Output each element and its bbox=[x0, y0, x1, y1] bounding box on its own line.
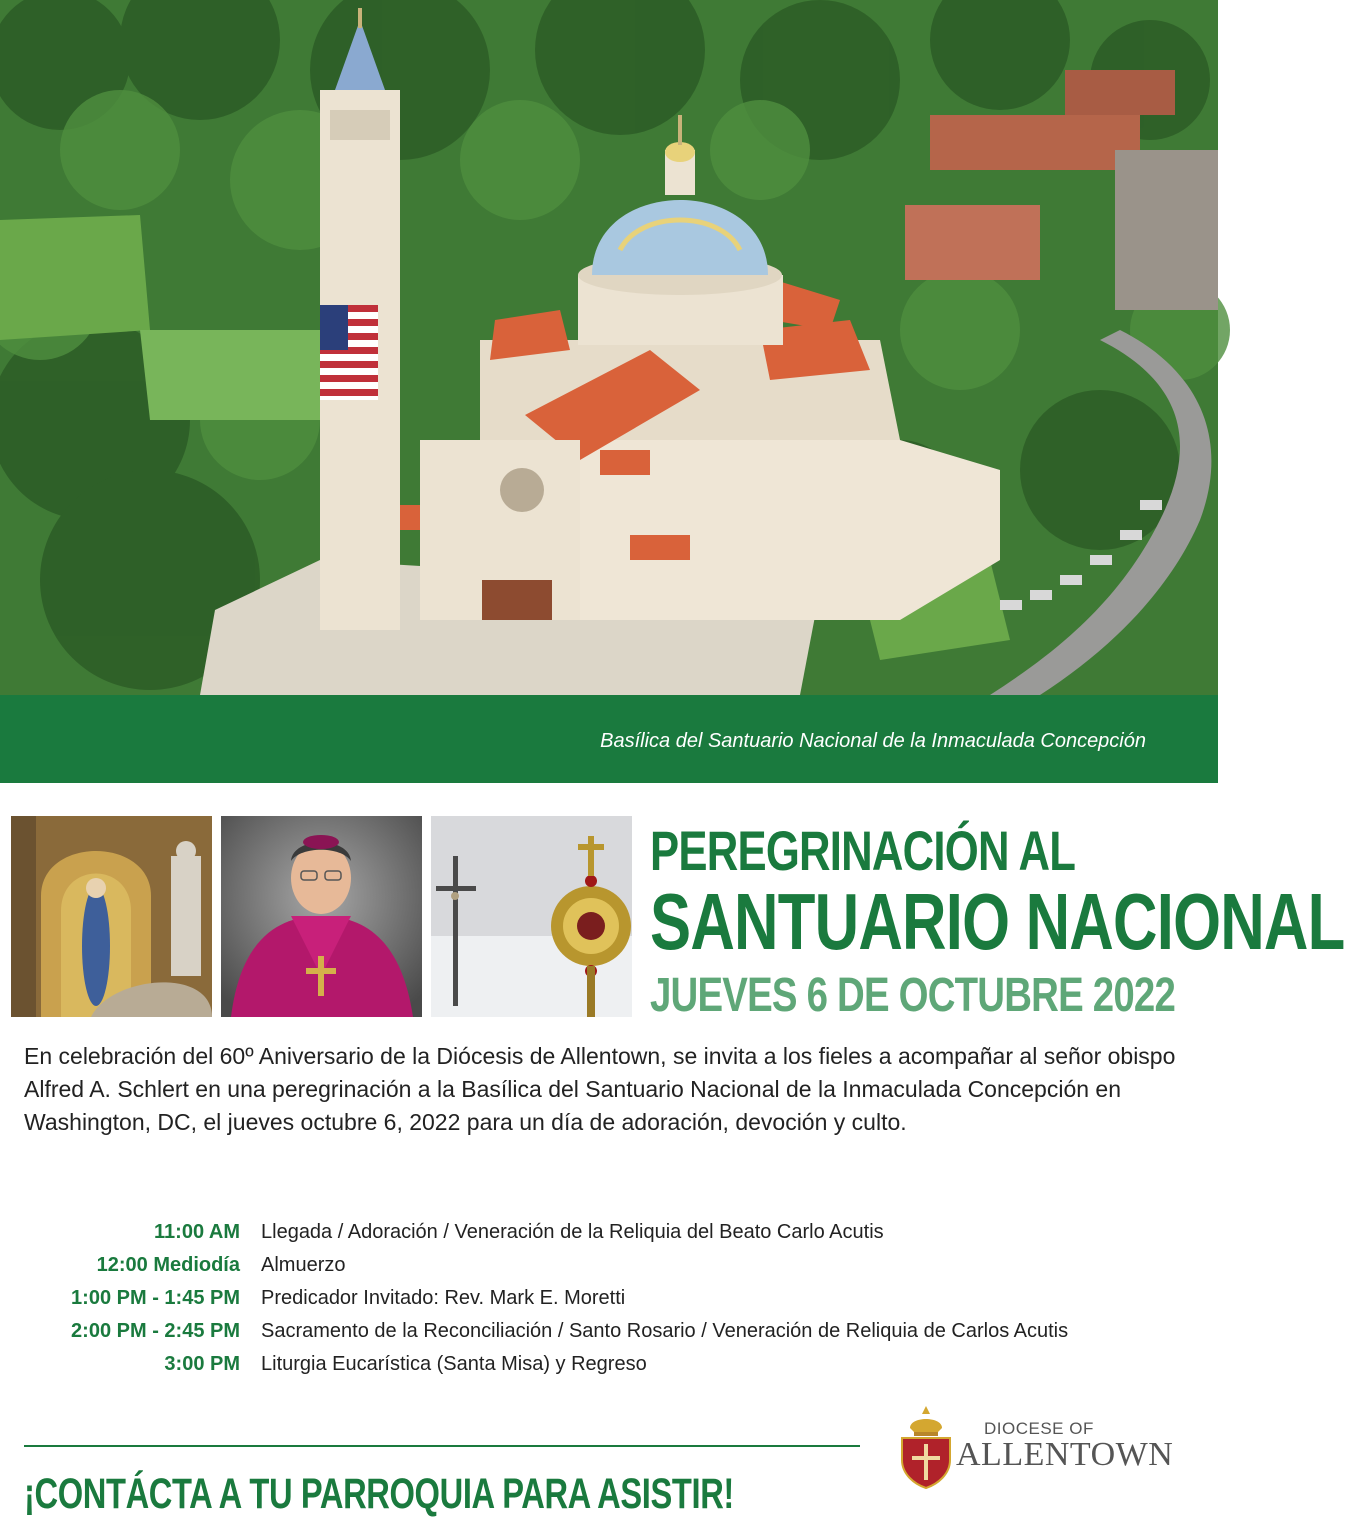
relic-reliquary-photo bbox=[431, 816, 632, 1017]
title-line-1: PEREGRINACIÓN AL bbox=[650, 819, 1076, 882]
caption-bar bbox=[0, 695, 1218, 783]
schedule-list bbox=[24, 1216, 1204, 1381]
schedule-row bbox=[24, 1216, 1204, 1249]
schedule-activity: Sacramento de la Reconciliación / Santo Rosario / Veneración de Reliquia de Carlos Acutis bbox=[261, 1320, 1069, 1342]
logo-text-bottom: ALLENTOWN bbox=[956, 1436, 1174, 1473]
schedule-activity: Almuerzo bbox=[261, 1254, 346, 1276]
intro-paragraph: En celebración del 60º Aniversario de la Diócesis de Allentown, se invita a los fieles a acompañar al señor obispo Alfred A. Schlert en una peregrinación a la Basílica del Santuario Nacional de la Inmaculada Concepción en Washington, DC, el jueves octubre 6, 2022 para un día de adoración, devoción y culto. bbox=[24, 1043, 1176, 1135]
logo-text-top: DIOCESE OF bbox=[984, 1419, 1094, 1438]
bishop-portrait-photo bbox=[221, 816, 422, 1017]
interior-mosaic-photo bbox=[11, 816, 212, 1017]
schedule-row bbox=[24, 1315, 1204, 1348]
schedule-time: 3:00 PM bbox=[164, 1353, 240, 1375]
schedule-row bbox=[24, 1282, 1204, 1315]
schedule-time: 11:00 AM bbox=[154, 1221, 240, 1243]
schedule-row bbox=[24, 1249, 1204, 1282]
schedule-activity: Predicador Invitado: Rev. Mark E. Moretti bbox=[261, 1287, 626, 1309]
schedule-activity: Liturgia Eucarística (Santa Misa) y Regreso bbox=[261, 1353, 647, 1375]
call-to-action: ¡CONTÁCTA A TU PARROQUIA PARA ASISTIR! bbox=[24, 1470, 734, 1518]
hero-basilica-photo bbox=[0, 0, 1218, 695]
diocese-logo bbox=[898, 1402, 1198, 1492]
hero-caption: Basílica del Santuario Nacional de la Inmaculada Concepción bbox=[600, 730, 1146, 752]
schedule-time: 1:00 PM - 1:45 PM bbox=[71, 1287, 240, 1309]
schedule-row bbox=[24, 1348, 1204, 1381]
schedule-activity: Llegada / Adoración / Veneración de la Reliquia del Beato Carlo Acutis bbox=[261, 1221, 884, 1243]
schedule-time: 12:00 Mediodía bbox=[96, 1254, 240, 1276]
schedule-time: 2:00 PM - 2:45 PM bbox=[71, 1320, 240, 1342]
diocese-crest-icon bbox=[898, 1404, 954, 1488]
divider bbox=[24, 1445, 860, 1447]
title-line-2: SANTUARIO NACIONAL bbox=[650, 877, 1345, 966]
event-date: JUEVES 6 DE OCTUBRE 2022 bbox=[650, 969, 1175, 1022]
